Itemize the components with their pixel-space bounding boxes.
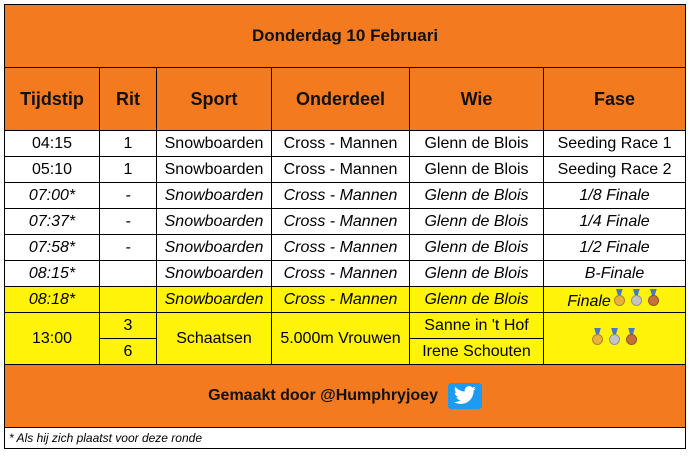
header-tijdstip: Tijdstip [5,68,100,131]
table-row-skating-1 [5,313,686,339]
cell-who: Glenn de Blois [410,157,544,183]
cell-rit: 3 [100,313,157,339]
cell-rit: 1 [100,131,157,157]
cell-time: 04:15 [5,131,100,157]
cell-sport: Schaatsen [157,313,272,365]
cell-event: Cross - Mannen [272,157,410,183]
cell-who: Glenn de Blois [410,209,544,235]
cell-sport: Snowboarden [157,183,272,209]
cell-who: Irene Schouten [410,339,544,365]
cell-time: 07:37* [5,209,100,235]
cell-who: Sanne in 't Hof [410,313,544,339]
footnote: * Als hij zich plaatst voor deze ronde [5,428,686,449]
cell-phase-medals [544,313,686,365]
medal-set [611,289,662,306]
cell-time: 13:00 [5,313,100,365]
cell-sport: Snowboarden [157,157,272,183]
cell-event: 5.000m Vrouwen [272,313,410,365]
header-fase: Fase [544,68,686,131]
cell-phase: 1/8 Finale [544,183,686,209]
cell-phase: B-Finale [544,261,686,287]
cell-rit: - [100,183,157,209]
header-sport: Sport [157,68,272,131]
credit-text: Gemaakt door @Humphryjoey [208,387,438,404]
cell-event: Cross - Mannen [272,131,410,157]
cell-event: Cross - Mannen [272,261,410,287]
cell-who: Glenn de Blois [410,261,544,287]
header-wie: Wie [410,68,544,131]
cell-time: 07:58* [5,235,100,261]
cell-time: 05:10 [5,157,100,183]
cell-phase: Seeding Race 1 [544,131,686,157]
cell-sport: Snowboarden [157,261,272,287]
cell-event: Cross - Mannen [272,235,410,261]
bronze-medal-icon [625,328,638,345]
cell-rit [100,287,157,313]
cell-rit: 1 [100,157,157,183]
cell-phase: 1/4 Finale [544,209,686,235]
cell-rit [100,261,157,287]
table-row [5,131,686,157]
silver-medal-icon [608,328,621,345]
silver-medal-icon [630,289,643,306]
schedule-sheet [4,4,685,449]
cell-event: Cross - Mannen [272,183,410,209]
cell-sport: Snowboarden [157,235,272,261]
table-row [5,235,686,261]
twitter-bird-icon[interactable] [448,383,482,409]
table-row-final [5,287,686,313]
table-row [5,183,686,209]
footer-credit [5,365,686,428]
bronze-medal-icon [647,289,660,306]
cell-sport: Snowboarden [157,287,272,313]
cell-who: Glenn de Blois [410,131,544,157]
cell-rit: 6 [100,339,157,365]
cell-time: 08:15* [5,261,100,287]
header-rit: Rit [100,68,157,131]
cell-phase [544,287,686,313]
cell-who: Glenn de Blois [410,235,544,261]
cell-who: Glenn de Blois [410,183,544,209]
phase-label: Finale [567,292,611,310]
table-row [5,157,686,183]
schedule-table [4,4,686,449]
cell-rit: - [100,209,157,235]
cell-event: Cross - Mannen [272,287,410,313]
cell-who: Glenn de Blois [410,287,544,313]
medal-set [589,328,640,345]
cell-phase: 1/2 Finale [544,235,686,261]
table-row [5,209,686,235]
gold-medal-icon [591,328,604,345]
table-row [5,261,686,287]
cell-rit: - [100,235,157,261]
cell-time: 08:18* [5,287,100,313]
header-onderdeel: Onderdeel [272,68,410,131]
cell-event: Cross - Mannen [272,209,410,235]
cell-sport: Snowboarden [157,209,272,235]
cell-time: 07:00* [5,183,100,209]
header-row [5,68,686,131]
page-title: Donderdag 10 Februari [5,5,686,68]
cell-sport: Snowboarden [157,131,272,157]
gold-medal-icon [613,289,626,306]
cell-phase: Seeding Race 2 [544,157,686,183]
